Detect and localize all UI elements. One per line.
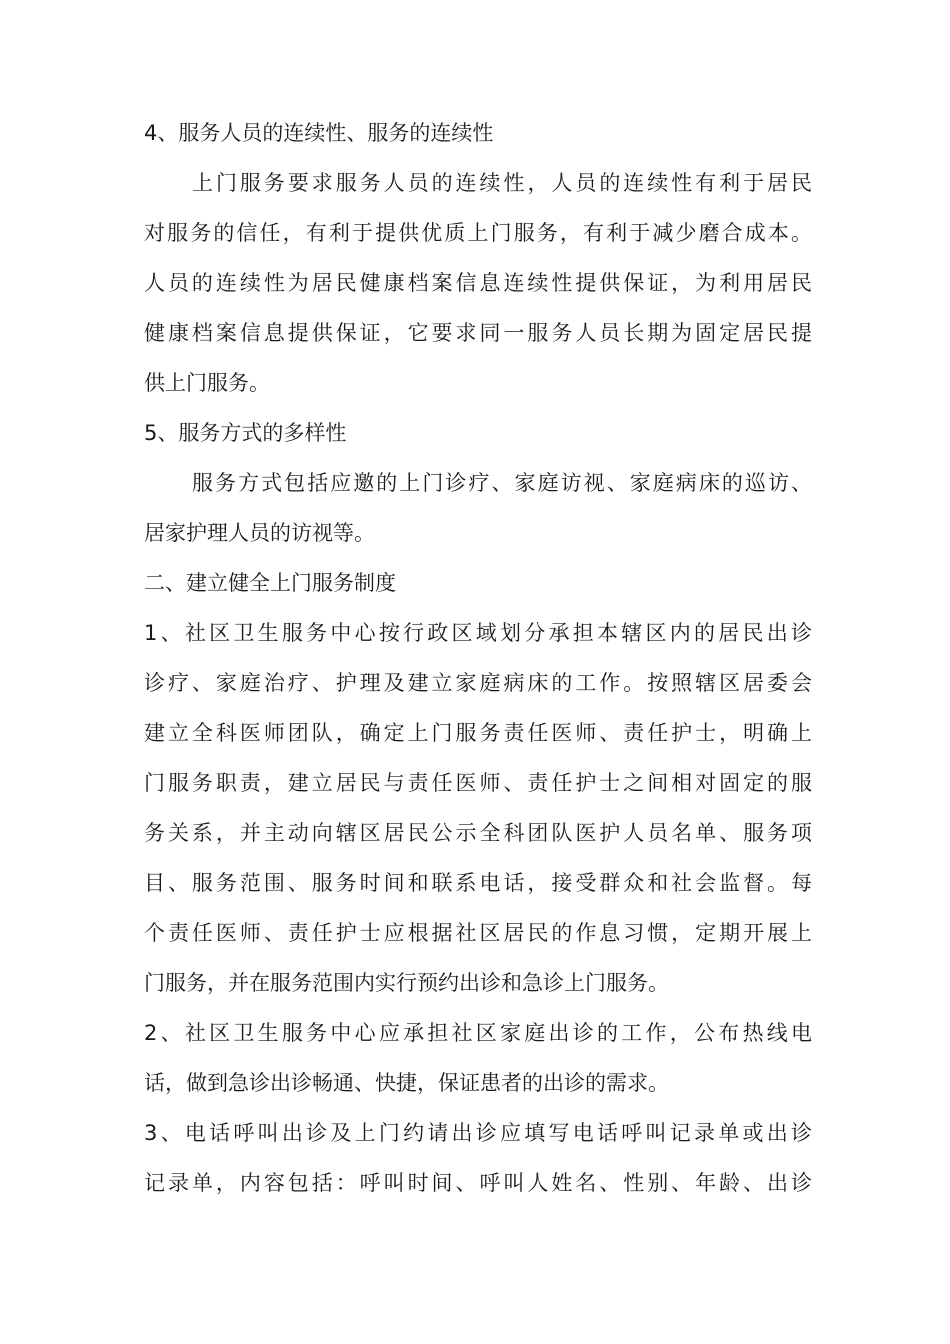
heading-line: 4、服务人员的连续性、服务的连续性 (144, 121, 494, 145)
item-line: 话，做到急诊出诊畅通、快捷，保证患者的出诊的需求。 (144, 1071, 669, 1095)
section-heading-4 (144, 108, 812, 158)
item-line: 诊疗、家庭治疗、护理及建立家庭病床的工作。按照辖区居委会 (144, 671, 812, 695)
heading-line: 5、服务方式的多样性 (144, 421, 347, 445)
item-line: 个责任医师、责任护士应根据社区居民的作息习惯，定期开展上 (144, 921, 812, 945)
item-line: 记录单，内容包括：呼叫时间、呼叫人姓名、性别、年龄、出诊 (144, 1171, 812, 1195)
item-line: 务关系，并主动向辖区居民公示全科团队医护人员名单、服务项 (144, 821, 812, 845)
paragraph-line: 上门服务要求服务人员的连续性，人员的连续性有利于居民 (192, 171, 812, 195)
chapter-heading-2 (144, 558, 812, 608)
paragraph-line: 服务方式包括应邀的上门诊疗、家庭访视、家庭病床的巡访、 (192, 471, 812, 495)
item-line: 1、社区卫生服务中心按行政区域划分承担本辖区内的居民出诊 (144, 621, 812, 645)
item-line: 建立全科医师团队，确定上门服务责任医师、责任护士，明确上 (144, 721, 812, 745)
document-page (144, 108, 812, 1208)
item-line: 门服务职责，建立居民与责任医师、责任护士之间相对固定的服 (144, 771, 812, 795)
paragraph-line: 居家护理人员的访视等。 (144, 521, 375, 545)
heading-line: 二、建立健全上门服务制度 (144, 571, 396, 595)
paragraph-service-modes (144, 458, 812, 558)
numbered-item-2 (144, 1008, 812, 1108)
numbered-item-3 (144, 1108, 812, 1208)
item-line: 目、服务范围、服务时间和联系电话，接受群众和社会监督。每 (144, 871, 812, 895)
section-heading-5 (144, 408, 812, 458)
item-line: 2、社区卫生服务中心应承担社区家庭出诊的工作，公布热线电 (144, 1021, 812, 1045)
item-line: 门服务，并在服务范围内实行预约出诊和急诊上门服务。 (144, 971, 669, 995)
numbered-item-1 (144, 608, 812, 1008)
paragraph-line: 健康档案信息提供保证，它要求同一服务人员长期为固定居民提 (144, 321, 812, 345)
paragraph-line: 人员的连续性为居民健康档案信息连续性提供保证，为利用居民 (144, 271, 812, 295)
paragraph-line: 对服务的信任，有利于提供优质上门服务，有利于减少磨合成本。 (144, 221, 812, 245)
paragraph-continuity (144, 158, 812, 408)
item-line: 3、电话呼叫出诊及上门约请出诊应填写电话呼叫记录单或出诊 (144, 1121, 812, 1145)
paragraph-line: 供上门服务。 (144, 371, 270, 395)
